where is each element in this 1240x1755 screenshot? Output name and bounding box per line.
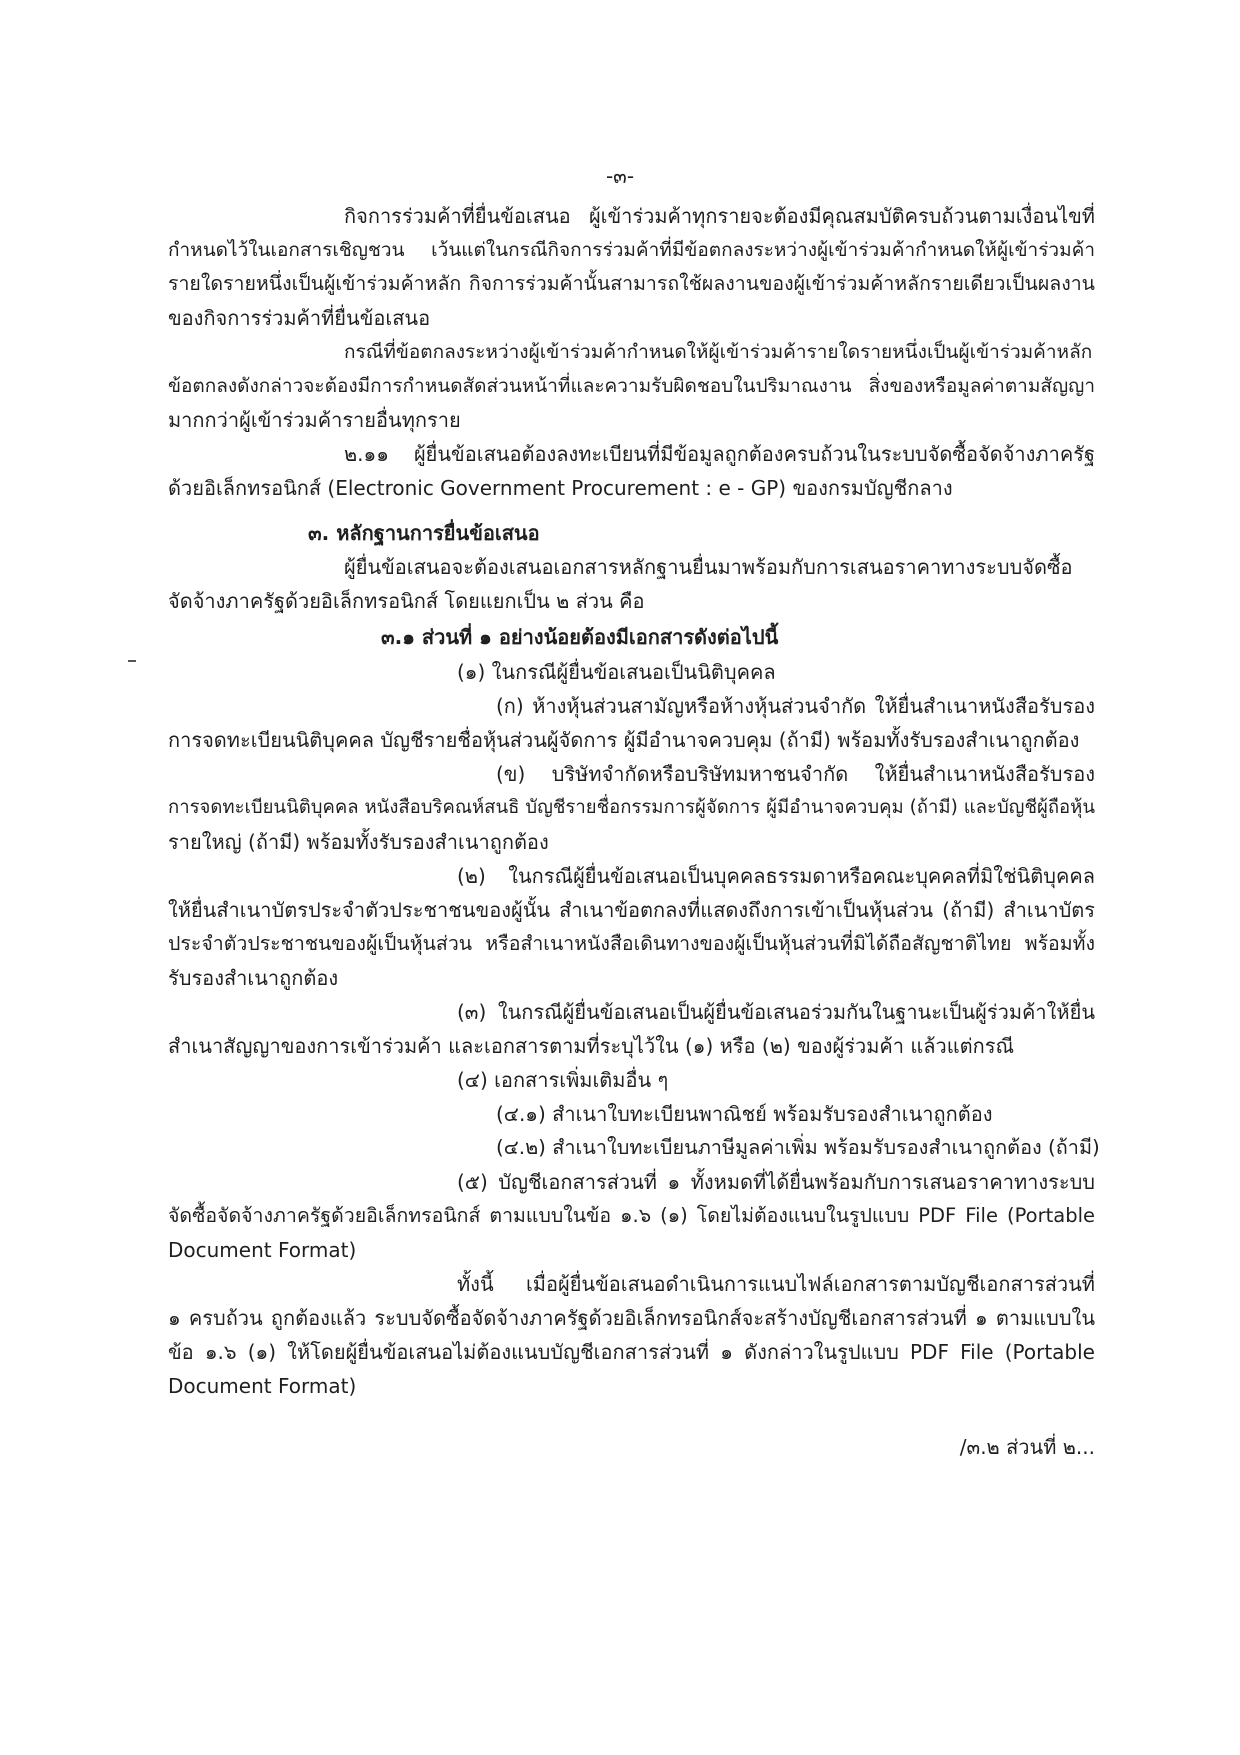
continuation-marker: /๓.๒ ส่วนที่ ๒... <box>959 1435 1095 1459</box>
body-line: กรณีที่ข้อตกลงระหว่างผู้เข้าร่วมค้ากำหนดให้ผู้เข้าร่วมค้ารายใดรายหนึ่งเป็นผู้เข้าร่วมค้าหลัก <box>344 341 1093 363</box>
body-line: (๕) บัญชีเอกสารส่วนที่ ๑ ทั้งหมดที่ได้ยื่นพร้อมกับการเสนอราคาทางระบบ <box>457 1170 1095 1194</box>
body-line: รายใหญ่ (ถ้ามี) พร้อมทั้งรับรองสำเนาถูกต้อง <box>168 830 549 854</box>
body-line: (๔.๒) สำเนาใบทะเบียนภาษีมูลค่าเพิ่ม พร้อมรับรองสำเนาถูกต้อง (ถ้ามี) <box>496 1136 1100 1159</box>
body-line: (๑) ในกรณีผู้ยื่นข้อเสนอเป็นนิติบุคคล <box>457 660 776 684</box>
body-line: Document Format) <box>168 1238 357 1262</box>
margin-mark <box>128 660 136 662</box>
body-line: สำเนาสัญญาของการเข้าร่วมค้า และเอกสารตามที่ระบุไว้ใน (๑) หรือ (๒) ของผู้ร่วมค้า แล้วแต่กรณี <box>168 1034 1015 1058</box>
body-line: (๓) ในกรณีผู้ยื่นข้อเสนอเป็นผู้ยื่นข้อเสนอร่วมกันในฐานะเป็นผู้ร่วมค้าให้ยื่น <box>457 1000 1095 1024</box>
body-line: ๑ ครบถ้วน ถูกต้องแล้ว ระบบจัดซื้อจัดจ้างภาครัฐด้วยอิเล็กทรอนิกส์จะสร้างบัญชีเอกสารส่วนที่ ๑ ตามแบบใน <box>168 1306 1095 1330</box>
body-line: ข้อตกลงดังกล่าวจะต้องมีการกำหนดสัดส่วนหน้าที่และความรับผิดชอบในปริมาณงาน สิ่งของหรือมูลค่าตามสัญญา <box>168 375 1095 397</box>
body-line: จัดซื้อจัดจ้างภาครัฐด้วยอิเล็กทรอนิกส์ ตามแบบในข้อ ๑.๖ (๑) โดยไม่ต้องแนบในรูปแบบ PDF File (Portable <box>168 1204 1095 1227</box>
body-line: มากกว่าผู้เข้าร่วมค้ารายอื่นทุกราย <box>168 408 461 432</box>
body-line: ให้ยื่นสำเนาบัตรประจำตัวประชาชนของผู้นั้น สำเนาข้อตกลงที่แสดงถึงการเข้าเป็นหุ้นส่วน (ถ้ามี) สำเนาบัตร <box>168 898 1095 922</box>
body-line: ข้อ ๑.๖ (๑) ให้โดยผู้ยื่นข้อเสนอไม่ต้องแนบบัญชีเอกสารส่วนที่ ๑ ดังกล่าวในรูปแบบ PDF File (Portable <box>168 1340 1095 1364</box>
body-line: กำหนดไว้ในเอกสารเชิญชวน เว้นแต่ในกรณีกิจการร่วมค้าที่มีข้อตกลงระหว่างผู้เข้าร่วมค้ากำหนดให้ผู้เข้าร่วมค้า <box>168 239 1095 261</box>
body-line: จัดจ้างภาครัฐด้วยอิเล็กทรอนิกส์ โดยแยกเป็น ๒ ส่วน คือ <box>168 589 645 613</box>
body-line: ด้วยอิเล็กทรอนิกส์ (Electronic Government Procurement : e - GP) ของกรมบัญชีกลาง <box>168 476 953 500</box>
body-line: กิจการร่วมค้าที่ยื่นข้อเสนอ ผู้เข้าร่วมค้าทุกรายจะต้องมีคุณสมบัติครบถ้วนตามเงื่อนไขที่ <box>344 204 1095 228</box>
body-line: รับรองสำเนาถูกต้อง <box>168 966 339 990</box>
body-line: การจดทะเบียนนิติบุคคล หนังสือบริคณห์สนธิ บัญชีรายชื่อกรรมการผู้จัดการ ผู้มีอำนาจควบคุม (ถ้ามี) และบัญชีผู้ถือหุ้น <box>168 797 1095 818</box>
body-line: (๒) ในกรณีผู้ยื่นข้อเสนอเป็นบุคคลธรรมดาหรือคณะบุคคลที่มิใช่นิติบุคคล <box>457 864 1095 888</box>
body-line: ๒.๑๑ ผู้ยื่นข้อเสนอต้องลงทะเบียนที่มีข้อมูลถูกต้องครบถ้วนในระบบจัดซื้อจัดจ้างภาครัฐ <box>344 442 1095 466</box>
body-line: ทั้งนี้ เมื่อผู้ยื่นข้อเสนอดำเนินการแนบไฟล์เอกสารตามบัญชีเอกสารส่วนที่ <box>457 1272 1095 1296</box>
section-heading: ๓. หลักฐานการยื่นข้อเสนอ <box>308 521 540 545</box>
body-line: Document Format) <box>168 1374 357 1398</box>
body-line: ผู้ยื่นข้อเสนอจะต้องเสนอเอกสารหลักฐานยื่นมาพร้อมกับการเสนอราคาทางระบบจัดซื้อ <box>344 555 1073 579</box>
body-line: (ข) บริษัทจำกัดหรือบริษัทมหาชนจำกัด ให้ยื่นสำเนาหนังสือรับรอง <box>496 762 1095 786</box>
body-line: ของกิจการร่วมค้าที่ยื่นข้อเสนอ <box>168 306 431 330</box>
body-line: (๔) เอกสารเพิ่มเติมอื่น ๆ <box>457 1068 669 1092</box>
body-line: (ก) ห้างหุ้นส่วนสามัญหรือห้างหุ้นส่วนจำกัด ให้ยื่นสำเนาหนังสือรับรอง <box>496 694 1095 718</box>
body-line: (๔.๑) สำเนาใบทะเบียนพาณิชย์ พร้อมรับรองสำเนาถูกต้อง <box>496 1102 993 1126</box>
body-line: ประจำตัวประชาชนของผู้เป็นหุ้นส่วน หรือสำเนาหนังสือเดินทางของผู้เป็นหุ้นส่วนที่มิได้ถือสัญชาติไทย พร้อมทั้ง <box>168 932 1095 955</box>
subsection-heading: ๓.๑ ส่วนที่ ๑ อย่างน้อยต้องมีเอกสารดังต่อไปนี้ <box>381 625 779 649</box>
body-line: รายใดรายหนึ่งเป็นผู้เข้าร่วมค้าหลัก กิจการร่วมค้านั้นสามารถใช้ผลงานของผู้เข้าร่วมค้าหลักรายเดียวเป็นผลงาน <box>168 272 1095 295</box>
page-number: -๓- <box>605 164 635 188</box>
body-line: การจดทะเบียนนิติบุคคล บัญชีรายชื่อหุ้นส่วนผู้จัดการ ผู้มีอำนาจควบคุม (ถ้ามี) พร้อมทั้งรับรองสำเนาถูกต้อง <box>168 728 1080 752</box>
